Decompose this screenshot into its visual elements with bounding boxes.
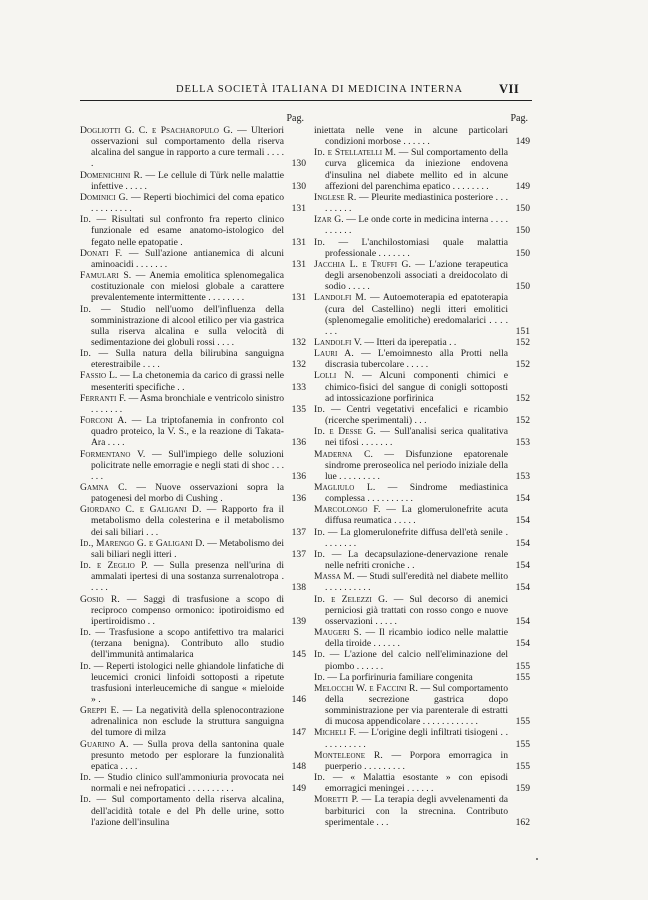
index-entry [314, 292, 530, 337]
index-entry [314, 482, 530, 504]
entry-title: — Porpora emorragica in puerperio . . . . . . . . . [325, 749, 508, 772]
entry-author: Dominici G. [80, 191, 129, 203]
entry-page-number: 153 [515, 437, 530, 449]
entry-author: Monteleone R. [314, 749, 383, 761]
index-entry [314, 794, 530, 827]
entry-page-number: 159 [515, 783, 530, 795]
entry-page-number: 137 [291, 526, 306, 538]
page-speck [536, 858, 538, 860]
entry-title: — Sindrome mediastinica complessa . . . . . . . . . . [325, 482, 508, 505]
index-entry [80, 415, 306, 448]
entry-author: Id. [80, 214, 91, 226]
entry-author: Fassio L. [80, 370, 118, 382]
entry-title: — Le onde corte in medicina interna . . . . . . . . . . [325, 214, 508, 237]
entry-page-number: 155 [515, 738, 530, 750]
index-entry [314, 750, 530, 772]
entry-title: — La decapsulazione-denervazione renale nelle nefriti croniche . . [324, 548, 508, 572]
entry-author: Lolli N. [314, 370, 355, 382]
index-entry [80, 125, 306, 170]
entry-author: Id. [314, 548, 325, 560]
entry-page-number: 133 [291, 381, 306, 393]
entry-title: — Sul decorso di anemici perniciosi già trattati con rosso congo e nuove osservazioni . . . . . [325, 593, 509, 627]
entry-author: Jacchia L. e Truffi G. [314, 258, 412, 270]
index-entry [80, 661, 306, 706]
entry-author: Id. [80, 627, 91, 639]
index-entry [314, 426, 530, 448]
entry-author: Landolfi V. [314, 336, 362, 348]
entry-author: Giordano C. e Galigani D. [80, 504, 202, 516]
index-entry [314, 214, 530, 236]
entry-page-number: 136 [291, 470, 306, 482]
index-entry [314, 147, 530, 192]
entry-author: Id. [314, 649, 325, 661]
page-number: VII [499, 82, 520, 96]
entry-page-number: 155 [515, 660, 530, 672]
entry-page-number: 155 [515, 760, 530, 772]
index-entry [80, 538, 306, 560]
entry-author: Maugeri S. [314, 627, 362, 639]
index-entry [314, 337, 530, 348]
entry-title: — Disfunzione epatorenale sindrome preroseolica nel periodo iniziale della lue . . . . . . . . . [325, 448, 508, 482]
entry-author: Id. [314, 772, 325, 784]
entry-page-number: 150 [515, 225, 530, 237]
entry-author: Id. e Zelezzi G. [314, 593, 388, 605]
entry-title: — Sulla natura della bilirubina sanguigna eterestraibile . . . . [90, 348, 284, 371]
running-header [0, 80, 648, 100]
entry-page-number: 131 [291, 258, 306, 270]
entry-title: iniettata nelle vene in alcune particolari condizioni morbose . . . . . . [314, 125, 508, 148]
entry-page-number: 149 [291, 783, 306, 795]
entry-page-number: 150 [515, 247, 530, 259]
index-entry [314, 627, 530, 649]
entry-page-number: 135 [291, 403, 306, 415]
entry-author: Id. [314, 236, 325, 248]
entry-title: — Sul comportamento della secrezione gastrica dopo somministrazione per via parenterale di estratti di mucosa appendicolare . . . . . . . . . . . . [325, 682, 508, 728]
index-entry [80, 170, 306, 192]
entry-title: — Trasfusione a scopo antifettivo tra malarici (terzana benigna). Contributo allo studio dell'immunità antimalarica [90, 627, 284, 661]
index-entry [80, 772, 306, 794]
entry-title: — Sulla presenza nell'urina di ammalati ipertesi di una sostanza surrenalotropa . . . . . [91, 560, 284, 594]
entry-title: — Sulla prova della santonina quale presunto metodo per esplorare la funzionalità epatica . . . . [91, 738, 284, 772]
entry-title: — La glomerulonefrite diffusa dell'età senile . . . . . . . . [324, 526, 508, 549]
entry-page-number: 153 [515, 470, 530, 482]
running-title: DELLA SOCIETÀ ITALIANA DI MEDICINA INTERNA [176, 84, 463, 95]
index-entry [314, 683, 530, 728]
entry-author: Forconi A. [80, 415, 127, 427]
entry-title: — Risultati sul confronto fra reperto clinico funzionale ed esame anatomo-istologico del fegato nelle epatopatie . [90, 214, 284, 248]
entry-author: Formentano V. [80, 448, 146, 460]
entry-page-number: 130 [291, 180, 306, 192]
entry-title: — L'azione terapeutica degli arsenobenzoli associati a dreidocolato di sodio . . . . . [325, 258, 508, 293]
index-entry [80, 214, 306, 247]
entry-author: Izar G. [314, 214, 344, 226]
entry-page-number: 132 [291, 336, 306, 348]
entry-title: — Autoemoterapia ed epatoterapia (cura del Castellino) negli itteri emolitici (splenomegalie emolitiche) eredomalarici . . . . . . . [325, 292, 508, 337]
index-entry [80, 594, 306, 627]
entry-title: — Pleurite mediastinica posteriore . . . . . . . . . [325, 191, 508, 215]
entry-title: — Alcuni componenti chimici e chimico-fisici del sangue di conigli sottoposti ad intossicazione porfirinica [325, 370, 508, 404]
entry-title: — L'emoimnesto alla Protti nella discrasia tubercolare . . . . . [325, 348, 508, 371]
entry-title: — Sull'analisi serica qualitativa nei tifosi . . . . . . . [325, 426, 508, 449]
entry-page-number: 149 [515, 180, 530, 192]
pag-label-right: Pag. [510, 113, 528, 124]
entry-page-number: 154 [515, 493, 530, 505]
entry-author: Lauri A. [314, 348, 354, 360]
entry-page-number: 131 [291, 292, 306, 304]
entry-page-number: 145 [291, 649, 306, 661]
entry-title: — Studio nell'uomo dell'influenza della somministrazione di alcool etilico per via gastrica sulla riserva alcalina e sulla velocità di sedimentazione dei globuli rossi . . . . [90, 303, 284, 348]
pag-label-left: Pag. [286, 113, 304, 124]
index-entry [314, 594, 530, 627]
entry-title: — La glomerulonefrite acuta diffusa reumatica . . . . . [325, 504, 509, 527]
left-column [80, 112, 306, 828]
entry-author: Gosio R. [80, 593, 120, 605]
entry-title: — Itteri da iperepatia . . [362, 336, 457, 348]
right-entry-list [314, 125, 530, 828]
entry-title: — Rapporto fra il metabolismo della colesterina e il metabolismo dei sali biliari . . . [91, 504, 284, 538]
entry-title: — Reperti biochimici del coma epatico . . . . . . . . . [91, 191, 285, 215]
index-entry [314, 504, 530, 526]
entry-title: — La triptofanemia in confronto col quadro proteico, la V. S., e la reazione di Takata-Ara . . . . [91, 415, 285, 449]
entry-author: Moretti P. [314, 794, 359, 806]
entry-title: — L'origine degli infiltrati tisiogeni . . . . . . . . . . . [325, 727, 508, 750]
index-entry [80, 270, 306, 303]
entry-author: Domenichini R. [80, 169, 143, 181]
entry-author: Id. [314, 671, 325, 683]
entry-page-number: 136 [291, 493, 306, 505]
entry-title: — L'anchilostomiasi quale malattia professionale . . . . . . . [324, 236, 508, 259]
right-column [314, 112, 530, 828]
entry-title: — Anemia emolitica splenomegalica costituzionale con mielosi globale a carattere prevalentemente intermittente . . . . . . . . [91, 270, 284, 304]
index-entry [80, 504, 306, 537]
entry-author: Inglese R. [314, 191, 357, 203]
entry-page-number: 154 [515, 615, 530, 627]
entry-author: Greppi E. [80, 705, 119, 717]
entry-author: Id. e Stellatelli M. [314, 147, 397, 159]
entry-title: — Reperti istologici nelle ghiandole linfatiche di leucemici cronici linfoidi sottoposti a ripetute trasfusioni interleucemiche di sangue « mieloide » . [90, 660, 284, 705]
entry-page-number: 131 [291, 236, 306, 248]
index-entry [80, 393, 306, 415]
index-entry [314, 192, 530, 214]
entry-page-number: 155 [515, 716, 530, 728]
entry-page-number: 138 [291, 582, 306, 594]
index-entry [80, 482, 306, 504]
index-entry [80, 705, 306, 738]
entry-page-number: 150 [515, 203, 530, 215]
entry-title: — Sul comportamento della riserva alcalina, dell'acidità totale e del Ph delle urine, sotto l'azione dell'insulina [90, 794, 284, 828]
entry-author: Marcolongo F. [314, 504, 381, 516]
index-entry [314, 404, 530, 426]
index-entry [80, 192, 306, 214]
entry-page-number: 136 [291, 437, 306, 449]
entry-author: Id., Marengo G. e Galigani D. [80, 537, 205, 549]
entry-title: — Nuove osservazioni sopra la patogenesi del morbo di Cushing . [91, 482, 284, 505]
entry-title: — La chetonemia da carico di grassi nelle mesenteriti specifiche . . [91, 370, 285, 393]
entry-title: — Saggi di trasfusione a scopo di reciproco compenso ormonico: ipotiroidismo ed ipertiroidismo . . [91, 593, 284, 627]
entry-author: Id. [314, 526, 325, 538]
entry-title: — Studio clinico sull'ammoniuria provocata nei normali e nei nefropatici . . . . . . . . . . [90, 772, 284, 795]
entry-author: Id. [80, 772, 91, 784]
entry-author: Famulari S. [80, 270, 132, 282]
index-entry [80, 794, 306, 827]
entry-author: Id. e Zeglio P. [80, 560, 148, 572]
entry-title: — Studi sull'eredità nel diabete mellito . . . . . . . . . . [325, 571, 508, 594]
entry-page-number: 154 [515, 582, 530, 594]
entry-page-number: 147 [291, 727, 306, 739]
index-entry [314, 237, 530, 259]
entry-title: — Sul comportamento della curva glicemica da iniezione endovena d'insulina nel diabete mellito ed in alcune affezioni del parenchima epatico . . . . . . . . [325, 147, 509, 192]
entry-author: Id. [80, 303, 91, 315]
entry-author: Id. [80, 794, 91, 806]
index-entry [314, 348, 530, 370]
entry-title: — Il ricambio iodico nelle malattie della tiroide . . . . . . [325, 627, 508, 650]
entry-page-number: 152 [515, 392, 530, 404]
entry-page-number: 154 [515, 537, 530, 549]
entry-author: Landolfi M. [314, 292, 367, 304]
entry-title: — Metabolismo dei sali biliari negli itteri . [91, 537, 284, 560]
entry-title: — La negatività della splenocontrazione adrenalinica non esclude la struttura sanguigna del tumore di milza [91, 705, 284, 739]
entry-page-number: 152 [515, 415, 530, 427]
index-entry [80, 304, 306, 349]
index-entry [80, 348, 306, 370]
index-entry [314, 727, 530, 749]
entry-page-number: 139 [291, 615, 306, 627]
index-entry [314, 672, 530, 683]
header-rule [80, 100, 532, 101]
index-entry [80, 627, 306, 660]
entry-page-number: 154 [515, 515, 530, 527]
entry-page-number: 150 [515, 281, 530, 293]
entry-title: — Asma bronchiale e ventricolo sinistro . . . . . . . [91, 392, 284, 415]
entry-page-number: 155 [515, 671, 530, 683]
entry-author: Donati F. [80, 247, 123, 259]
entry-page-number: 130 [291, 158, 306, 170]
entry-title: — Le cellule di Türk nelle malattie infettive . . . . . [91, 169, 284, 192]
entry-author: Id. [80, 348, 91, 360]
entry-title: — « Malattia esostante » con episodi emorragici meningei . . . . . . [324, 772, 508, 795]
entry-author: Maderna C. [314, 448, 373, 460]
entry-page-number: 154 [515, 560, 530, 572]
entry-page-number: 148 [291, 760, 306, 772]
entry-title: — L'azione del calcio nell'eliminazione del piombo . . . . . . [324, 649, 508, 672]
index-entry [314, 649, 530, 671]
entry-title: — La porfirinuria familiare congenita [324, 671, 473, 683]
entry-page-number: 152 [515, 336, 530, 348]
entry-page-number: 137 [291, 548, 306, 560]
entry-author: Guarino A. [80, 738, 129, 750]
entry-title: — Sull'impiego delle soluzioni policitrate nelle emorragie e negli stati di shoc . . . . . . [91, 448, 284, 482]
index-entry [80, 739, 306, 772]
index-entry [314, 772, 530, 794]
index-entry [314, 549, 530, 571]
index-entry [314, 259, 530, 292]
left-entry-list [80, 125, 306, 828]
entry-page-number: 162 [515, 816, 530, 828]
entry-author: Ferranti F. [80, 392, 127, 404]
entry-author: Massa M. [314, 571, 355, 583]
index-entry [80, 370, 306, 392]
index-entry [80, 560, 306, 593]
entry-title: — Sull'azione antianemica di alcuni aminoacidi . . . . . . . [91, 247, 284, 270]
entry-page-number: 131 [291, 203, 306, 215]
index-entry [314, 125, 530, 147]
entry-page-number: 154 [515, 638, 530, 650]
entry-page-number: 152 [515, 359, 530, 371]
entry-page-number: 146 [291, 693, 306, 705]
entry-author: Id. e Desse G. [314, 426, 376, 438]
entry-author: Gamna C. [80, 482, 128, 493]
index-entry [80, 449, 306, 482]
index-entry [314, 370, 530, 403]
entry-author: Id. [314, 403, 325, 415]
entry-author: Id. [80, 660, 91, 672]
entry-author: Melocchi W. e Faccini R. [314, 682, 419, 694]
entry-page-number: 151 [515, 325, 530, 337]
entry-title: — Centri vegetativi encefalici e ricambio (ricerche sperimentali) . . . [324, 403, 508, 427]
entry-author: Dogliotti G. C. e Psacharopulo G. [80, 125, 233, 136]
entry-title: — Ulteriori osservazioni sul comportamento della riserva alcalina del sangue in rapporto a cure termali . . . . . [91, 125, 284, 170]
index-entry [80, 248, 306, 270]
entry-author: Micheli F. [314, 727, 357, 739]
entry-author: Magliulo L. [314, 482, 376, 493]
entry-page-number: 149 [515, 136, 530, 148]
index-entry [314, 571, 530, 593]
index-entry [314, 449, 530, 482]
index-entry [314, 527, 530, 549]
entry-title: — La terapia degli avvelenamenti da barbiturici con la strecnina. Contributo sperimentale . . . [325, 794, 508, 828]
entry-page-number: 132 [291, 359, 306, 371]
